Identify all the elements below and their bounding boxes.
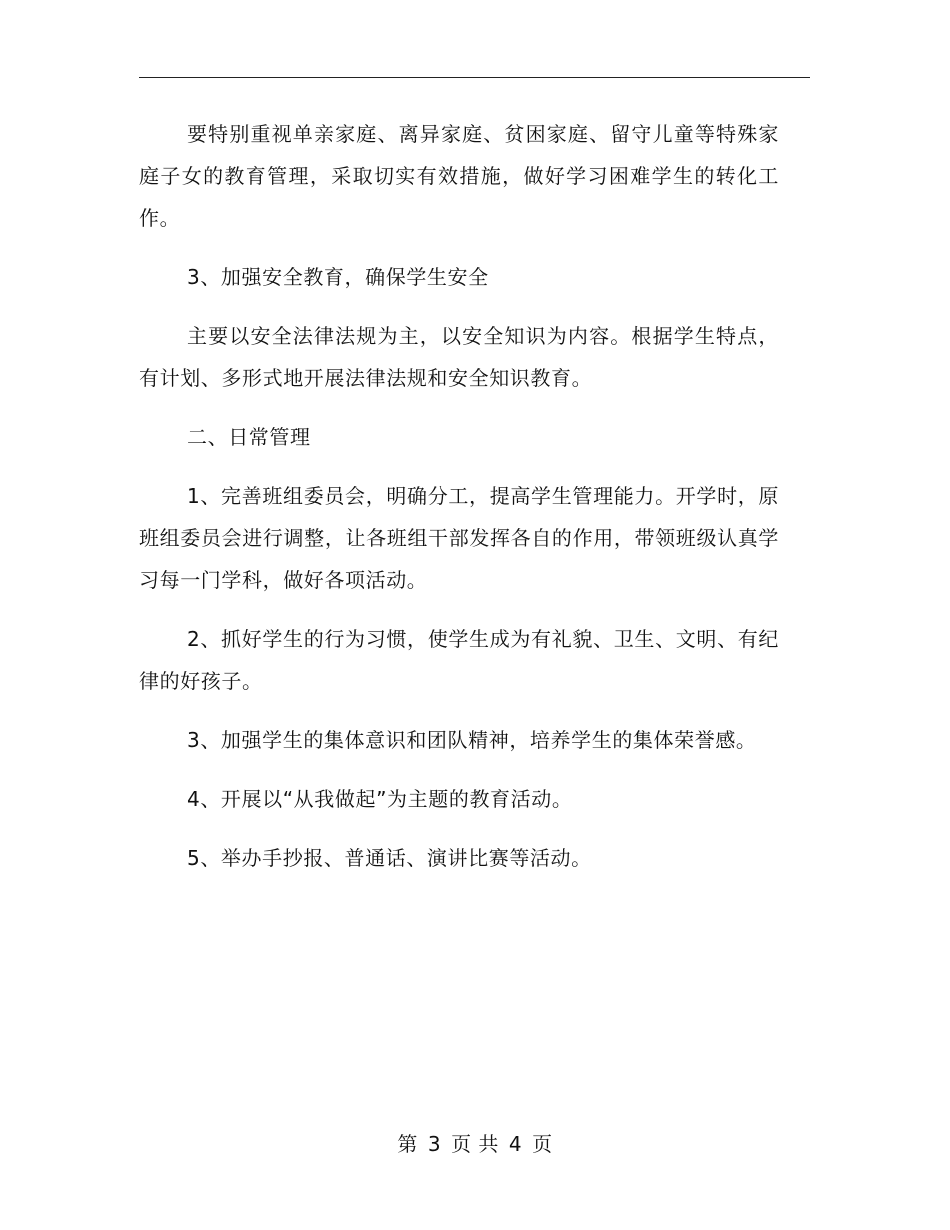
page-number-footer xyxy=(0,1130,950,1158)
footer-suffix: 页 xyxy=(532,1132,553,1156)
paragraph-special-families: 要特别重视单亲家庭、离异家庭、贫困家庭、留守儿童等特殊家庭子女的教育管理，采取切实有效措施，做好学习困难学生的转化工作。 xyxy=(139,122,779,230)
paragraph-competitions: 5、举办手抄报、普通话、演讲比赛等活动。 xyxy=(187,846,592,870)
paragraph-collective-awareness: 3、加强学生的集体意识和团队精神，培养学生的集体荣誉感。 xyxy=(187,728,757,752)
paragraph-safety-law: 主要以安全法律法规为主，以安全知识为内容。根据学生特点，有计划、多形式地开展法律法规和安全知识教育。 xyxy=(139,324,779,390)
heading-daily-management: 二、日常管理 xyxy=(187,425,311,449)
paragraph-class-committee: 1、完善班组委员会，明确分工，提高学生管理能力。开学时，原班组委员会进行调整，让各班组干部发挥各自的作用，带领班级认真学习每一门学科，做好各项活动。 xyxy=(139,484,779,592)
footer-middle: 页 共 xyxy=(451,1132,499,1156)
header-rule xyxy=(139,77,810,78)
paragraph-theme-activity: 4、开展以“从我做起”为主题的教育活动。 xyxy=(187,787,573,811)
document-body xyxy=(139,113,779,879)
footer-current-page: 3 xyxy=(427,1132,442,1156)
footer-total-pages: 4 xyxy=(508,1132,523,1156)
footer-prefix: 第 xyxy=(397,1132,418,1156)
paragraph-behavior-habits: 2、抓好学生的行为习惯，使学生成为有礼貌、卫生、文明、有纪律的好孩子。 xyxy=(139,627,779,693)
heading-safety-education: 3、加强安全教育，确保学生安全 xyxy=(187,265,489,289)
